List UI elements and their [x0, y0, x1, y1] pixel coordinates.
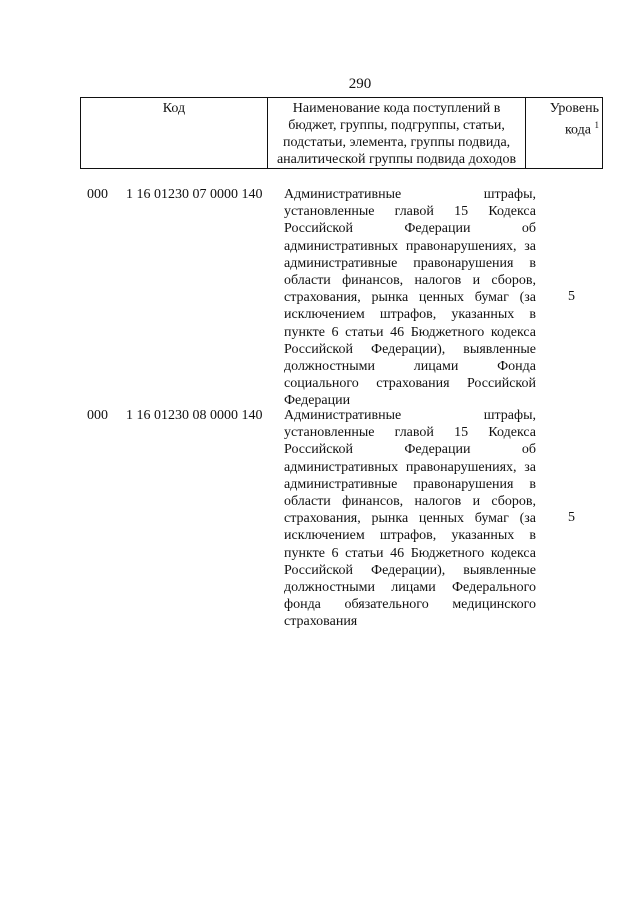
header-name: [267, 98, 525, 169]
row-name-line: Российской Федерации об: [284, 442, 536, 458]
header-name-line: аналитической группы подвида доходов: [276, 152, 517, 167]
row-name: [284, 407, 536, 630]
row-name-line: области финансов, налогов и сборов,: [284, 272, 536, 288]
row-name-line: Административные штрафы,: [284, 187, 536, 202]
row-name-line: фонда обязательного медицинского: [284, 597, 536, 613]
row-admin-code: 000: [87, 408, 108, 423]
row-name-line: социального страхования Российской: [284, 376, 536, 392]
row-name-line: страхования: [284, 614, 358, 630]
row-name-line: области финансов, налогов и сборов,: [284, 493, 536, 509]
header-level-line2: [529, 117, 599, 139]
header-name-line: Наименование кода поступлений в: [292, 101, 501, 116]
table-header: [80, 97, 603, 169]
row-name-line: исключением штрафов, указанных в: [284, 307, 536, 323]
row-name-line: Российской Федерации об: [284, 221, 536, 237]
row-name-line: Российской Федерации), выявленные: [284, 562, 536, 578]
row-name-line: исключением штрафов, указанных в: [284, 528, 536, 544]
row-admin-code: 000: [87, 187, 108, 202]
row-name-line: Российской Федерации), выявленные: [284, 341, 536, 357]
row-name-line: должностными лицами Федерального: [284, 579, 536, 595]
row-name-line: Федерации: [284, 393, 351, 409]
header-name-line: бюджет, группы, подгруппы, статьи,: [288, 118, 505, 133]
row-name-line: административных правонарушениях, за: [284, 459, 536, 475]
header-level: [526, 98, 603, 169]
row-name-line: административные правонарушения в: [284, 255, 536, 271]
header-code: Код: [81, 98, 268, 169]
row-level: 5: [568, 510, 575, 525]
row-name-line: административных правонарушениях, за: [284, 238, 536, 254]
page-number: 290: [348, 76, 372, 92]
row-name-line: установленные главой 15 Кодекса: [284, 425, 536, 441]
header-level-text: кода: [564, 122, 591, 138]
row-name-line: должностными лицами Фонда: [284, 358, 536, 374]
table-row: [80, 186, 603, 410]
row-name-line: Административные штрафы,: [284, 408, 536, 423]
row-revenue-code: 1 16 01230 07 0000 140: [126, 187, 263, 202]
table-row: [80, 407, 603, 631]
row-name-line: страхования, рынка ценных бумаг (за: [284, 290, 536, 306]
row-name: [284, 186, 536, 409]
row-revenue-code: 1 16 01230 08 0000 140: [126, 408, 263, 423]
row-name-line: пункте 6 статьи 46 Бюджетного кодекса: [284, 324, 536, 340]
row-name-line: административные правонарушения в: [284, 476, 536, 492]
header-level-line1: Уровень: [549, 101, 599, 116]
header-level-footnote: 1: [594, 120, 599, 130]
row-name-line: страхования, рынка ценных бумаг (за: [284, 511, 536, 527]
row-name-line: установленные главой 15 Кодекса: [284, 204, 536, 220]
row-level: 5: [568, 289, 575, 304]
row-name-line: пункте 6 статьи 46 Бюджетного кодекса: [284, 545, 536, 561]
header-name-line: подстатьи, элемента, группы подвида,: [282, 135, 511, 150]
